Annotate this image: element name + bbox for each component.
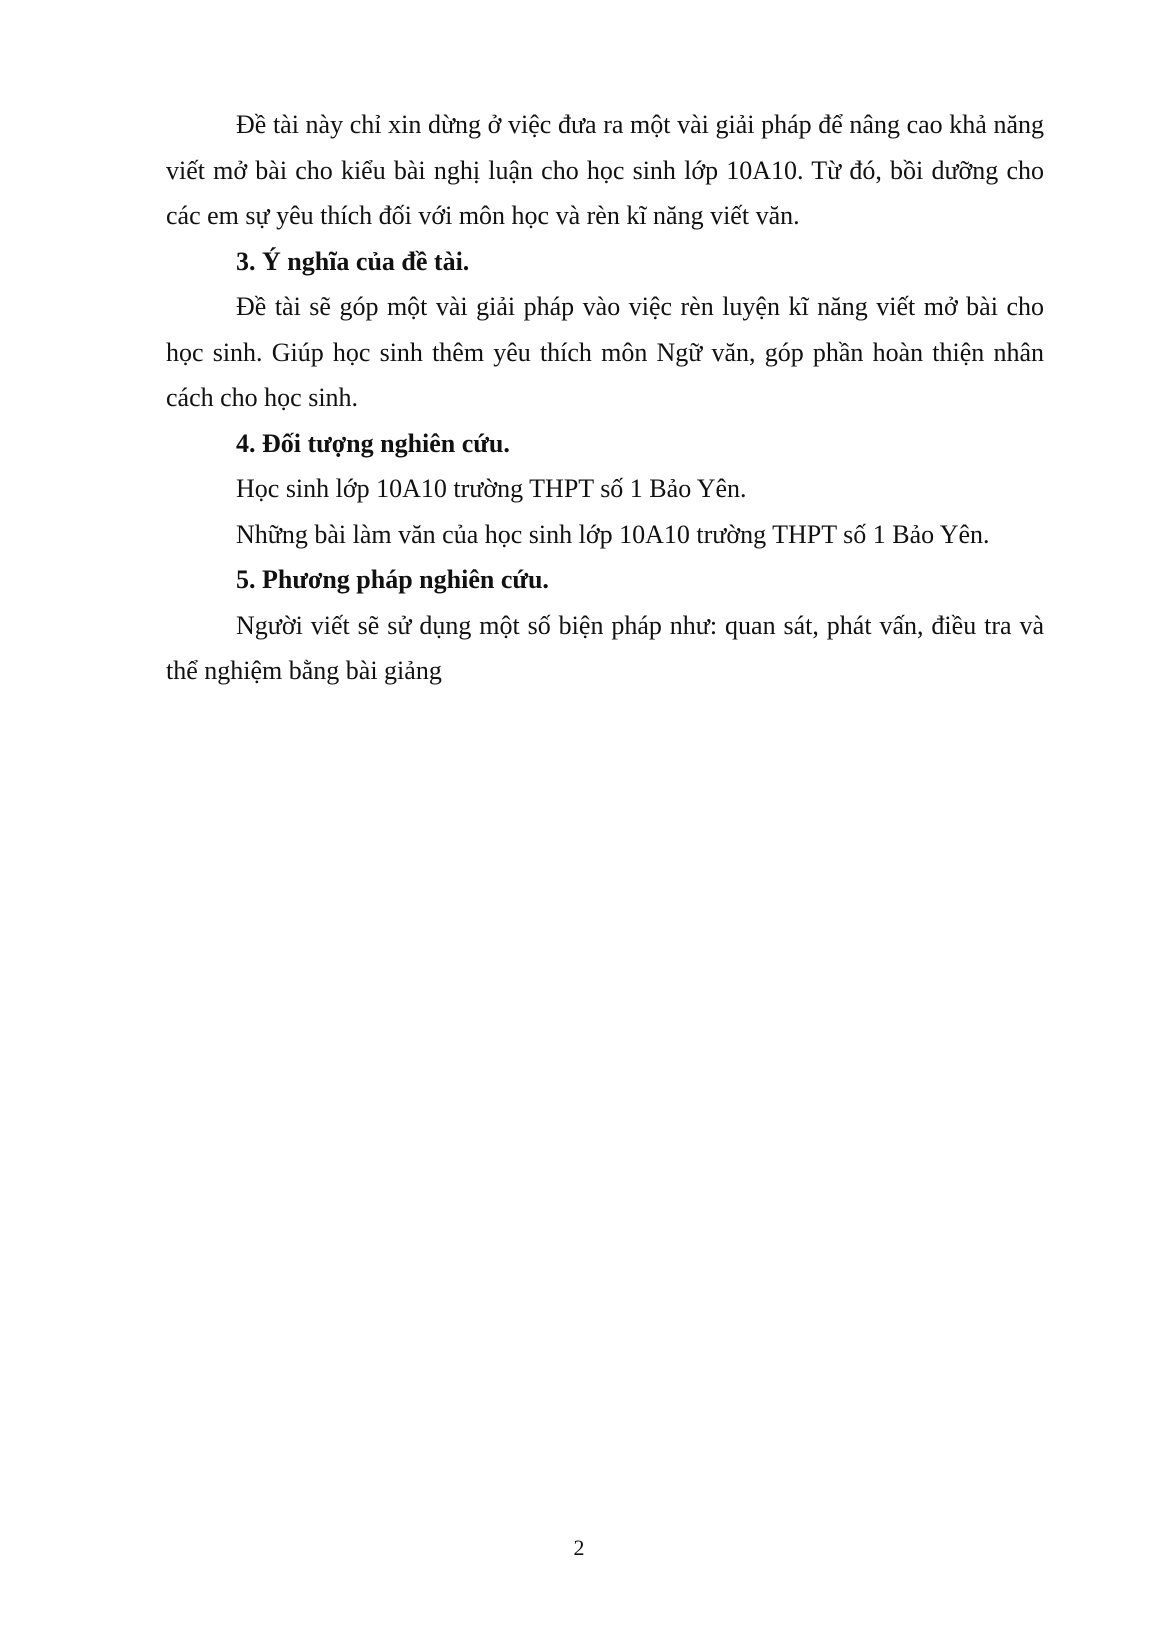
- research-methods-paragraph: Người viết sẽ sử dụng một số biện pháp như: quan sát, phát vấn, điều tra và thể nghiệm bằng bài giảng: [166, 610, 1044, 685]
- page-number: 2: [573, 1535, 585, 1560]
- research-subject-line-2: Những bài làm văn của học sinh lớp 10A10 trường THPT số 1 Bảo Yên.: [236, 519, 990, 549]
- section-heading-significance: 3. Ý nghĩa của đề tài.: [236, 246, 470, 276]
- scope-paragraph: Đề tài này chỉ xin dừng ở việc đưa ra một vài giải pháp để nâng cao khả năng viết mở bài cho kiểu bài nghị luận cho học sinh lớp 10A10. Từ đó, bồi dưỡng cho các em sự yêu thích đối với môn học và rèn kĩ năng viết văn.: [166, 110, 1044, 230]
- research-subject-line-1: Học sinh lớp 10A10 trường THPT số 1 Bảo Yên.: [236, 474, 747, 503]
- section-heading-research-methods: 5. Phương pháp nghiên cứu.: [236, 565, 549, 594]
- significance-paragraph: Đề tài sẽ góp một vài giải pháp vào việc rèn luyện kĩ năng viết mở bài cho học sinh. Giúp học sinh thêm yêu thích môn Ngữ văn, góp phần hoàn thiện nhân cách cho học sinh.: [166, 292, 1044, 412]
- section-heading-research-subjects: 4. Đối tượng nghiên cứu.: [236, 428, 510, 458]
- document-body: [166, 102, 1044, 694]
